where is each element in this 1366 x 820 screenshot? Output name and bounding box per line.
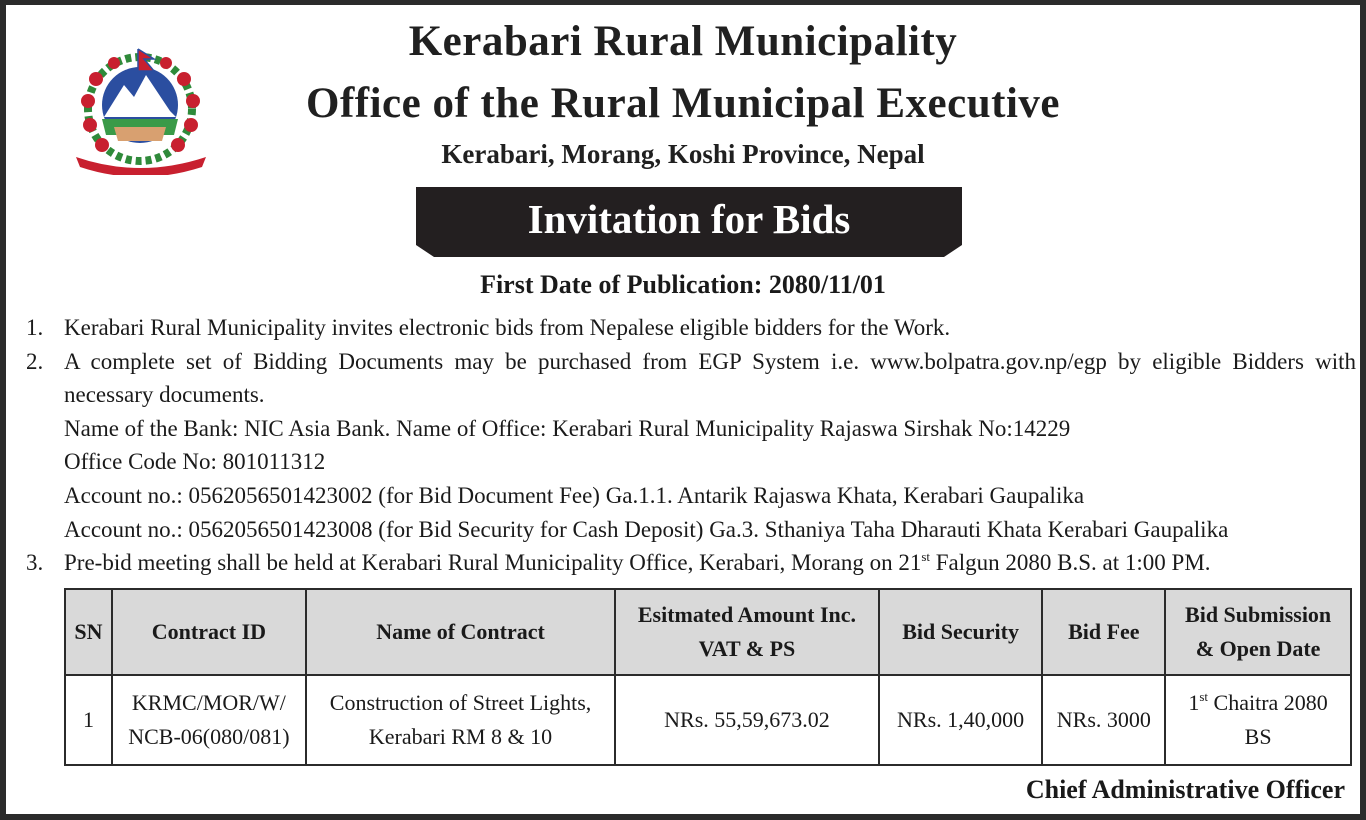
table-header-row [65, 589, 1351, 675]
list-item [26, 311, 1356, 345]
item-number: 2. [26, 348, 44, 374]
item-number: 3. [26, 550, 44, 576]
office-code: Office Code No: 801011312 [64, 449, 326, 475]
meeting-text-end: Falgun 2080 B.S. at 1:00 PM. [930, 550, 1211, 576]
header-security: Bid Security [879, 589, 1043, 675]
bank-details: Name of the Bank: NIC Asia Bank. Name of Office: Kerabari Rural Municipality Rajaswa Sirshak No:14229 [64, 415, 1071, 441]
bids-table [64, 588, 1352, 766]
name-line1: Construction of Street Lights, [329, 690, 592, 715]
account-doc-fee: Account no.: 0562056501423002 (for Bid Document Fee) Ga.1.1. Antarik Rajaswa Khata, Kerabari Gaupalika [64, 482, 1085, 508]
date-ordinal: st [1199, 689, 1209, 704]
table-row [65, 675, 1351, 765]
item-text: A complete set of Bidding Documents may be purchased from EGP System i.e. www.bolpatra.gov.np/egp by eligible Bidders with necessary documents. [64, 348, 1356, 408]
contract-id-line2: NCB-06(080/081) [128, 724, 290, 749]
cell-contract-id [112, 675, 306, 765]
header-date [1165, 589, 1351, 675]
publication-date: First Date of Publication: 2080/11/01 [480, 270, 886, 299]
header-date-line1: Bid Submission [1185, 602, 1332, 627]
cell-date [1165, 675, 1351, 765]
notice-body [26, 311, 1356, 580]
date-day: 1 [1188, 690, 1200, 715]
cell-amount: NRs. 55,59,673.02 [615, 675, 879, 765]
title-banner [416, 187, 962, 259]
header-name: Name of Contract [306, 589, 615, 675]
header-amount-line2: VAT & PS [698, 636, 796, 661]
cell-fee: NRs. 3000 [1042, 675, 1165, 765]
item-text: Kerabari Rural Municipality invites electronic bids from Nepalese eligible bidders for the Work. [64, 315, 951, 340]
account-bid-security: Account no.: 0562056501423008 (for Bid Security for Cash Deposit) Ga.3. Sthaniya Taha Dharauti Khata Kerabari Gaupalika [64, 516, 1229, 542]
header-fee: Bid Fee [1042, 589, 1165, 675]
cell-sn: 1 [65, 675, 112, 765]
date-line2: BS [1244, 724, 1272, 749]
ordinal-suffix: st [921, 549, 931, 565]
contract-id-line1: KRMC/MOR/W/ [131, 690, 286, 715]
header-amount-line1: Esitmated Amount Inc. [637, 602, 857, 627]
date-rest: Chaitra 2080 [1208, 690, 1328, 715]
header-amount [615, 589, 879, 675]
header-date-line2: & Open Date [1195, 636, 1321, 661]
notice-title: Invitation for Bids [527, 196, 851, 242]
item-number: 1. [26, 315, 44, 340]
list-item [26, 546, 1356, 580]
header-contract-id: Contract ID [112, 589, 306, 675]
office-address: Kerabari, Morang, Koshi Province, Nepal [441, 139, 925, 169]
office-name: Office of the Rural Municipal Executive [306, 80, 1060, 127]
header-sn: SN [65, 589, 112, 675]
municipality-name: Kerabari Rural Municipality [408, 18, 958, 65]
item-text [64, 550, 1211, 575]
signatory-title: Chief Administrative Officer [1025, 775, 1345, 804]
name-line2: Kerabari RM 8 & 10 [368, 724, 553, 749]
cell-name [306, 675, 615, 765]
meeting-text: Pre-bid meeting shall be held at Kerabari Rural Municipality Office, Kerabari, Morang on 21 [64, 550, 922, 576]
cell-security: NRs. 1,40,000 [879, 675, 1043, 765]
list-item [26, 345, 1356, 547]
